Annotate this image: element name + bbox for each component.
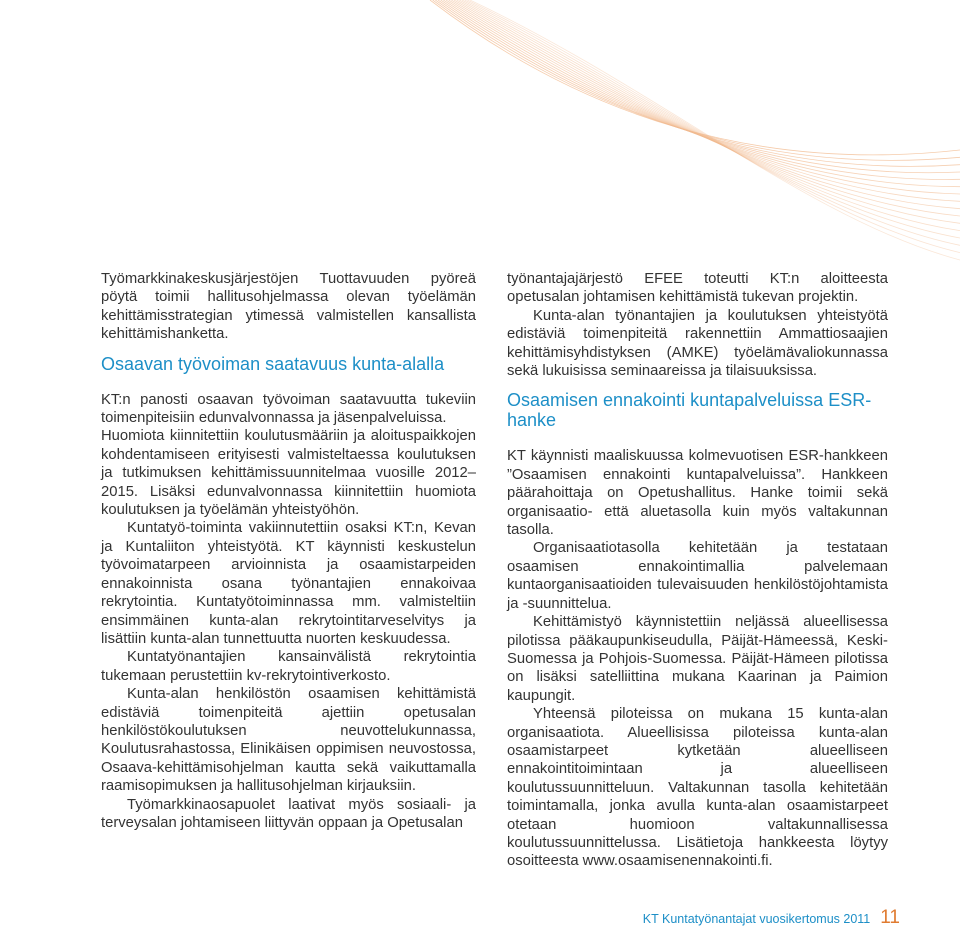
body-paragraph: Työmarkkinaosapuolet laativat myös sosiaali- ja terveysalan johtamiseen liittyvän oppaan ja Opetusalan xyxy=(101,796,476,831)
swoosh-line xyxy=(470,0,960,260)
body-paragraph: Kehittämistyö käynnistettiin neljässä alueellisessa pilotissa pääkaupunkiseudulla, Päijät-Hämeessä, Keski-Suomessa ja Pohjois-Suomessa. Päijät-Hämeen pilotissa on lisäksi satelliittina mukana Kaarinan ja Paimion kaupungit. xyxy=(507,614,888,704)
page-footer xyxy=(600,907,900,929)
right-column xyxy=(507,270,888,871)
orange-swoosh-lines-icon xyxy=(420,0,960,265)
page-number: 11 xyxy=(880,907,900,928)
section-heading-osaavan-tyovoiman: Osaavan työvoiman saatavuus kunta-alalla xyxy=(101,353,445,374)
swoosh-line xyxy=(435,0,960,166)
swoosh-line xyxy=(443,0,960,187)
section-heading-osaamisen-ennakointi: Osaamisen ennakointi kuntapalveluissa ESR-hanke xyxy=(507,390,872,431)
body-paragraph: Organisaatiotasolla kehitetään ja testataan osaamisen ennakointimallia palvelemaan kuntaorganisaatioiden tulevaisuuden henkilöstöjohtamista ja -suunnittelua. xyxy=(507,540,888,612)
body-paragraph: Kunta-alan työnantajien ja koulutuksen yhteistyötä edistäviä toimenpiteitä rakennettiin Ammattiosaajien kehittämisyhdistyksen (AMKE) työelämävaliokunnassa sekä lukuisissa seminaareissa ja tilaisuuksissa. xyxy=(507,307,888,380)
swoosh-line xyxy=(438,0,960,173)
swoosh-line xyxy=(441,0,960,180)
left-intro-paragraph: Työmarkkinakeskusjärjestöjen Tuottavuuden pyöreä pöytä toimii hallitusohjelmassa olevan työelämän kehittämisstrategian ytimessä valmistellen kansallista kehittämishanketta. xyxy=(101,271,476,343)
body-paragraph: Huomiota kiinnitettiin koulutusmääriin ja aloituspaikkojen kohdentamiseen erityisesti valmisteltaessa koulutuksen ja tutkimuksen kehittämissuunnitelmaa vuosille 2012–2015. Lisäksi edunvalvonnassa kiinnitettiin huomiota koulutuksen ja työelämän yhteistyöhön. xyxy=(101,428,476,519)
body-paragraph: Kuntatyö-toiminta vakiinnutettiin osaksi KT:n, Kevan ja Kuntaliiton yhteistyötä. KT käynnisti keskustelun työvoimatarpeen arvioinnista ja osaamistarpeiden ennakoinnista osana työnantajien ennakoivaa rekrytointia. Kuntatyötoiminnassa mm. valmisteltiin ensimmäinen kunta-alan rekrytointitarveselvitys ja lisättiin kunta-alan tunnettuutta nuorten keskuudessa. xyxy=(101,520,476,647)
body-paragraph: Yhteensä piloteissa on mukana 15 kunta-alan organisaatiota. Alueellisissa piloteissa kunta-alan osaamistarpeet kytketään alueelliseen ennakointitoimintaan ja alueelliseen koulutussuunnitteluun. Valtakunnan tasolla kehitetään toimintamalla, jonka avulla kunta-alan osaamistarpeet otetaan huomioon valtakunnallisessa koulutussuunnittelussa. Lisätietoja hankkeesta löytyy osoitteesta www.osaamisenennakointi.fi. xyxy=(507,706,888,870)
body-paragraph: Kuntatyönantajien kansainvälistä rekrytointia tukemaan perustettiin kv-rekrytointiverkosto. xyxy=(101,649,476,684)
right-continued-paragraph: työnantajajärjestö EFEE toteutti KT:n aloitteesta opetusalan johtamisen kehittämistä tukevan projektin. xyxy=(507,271,888,306)
body-paragraph: KT:n panosti osaavan työvoiman saatavuutta tukeviin toimenpiteisiin edunvalvonnassa ja jäsenpalveluissa. xyxy=(101,391,476,427)
left-column xyxy=(101,270,476,832)
swoosh-line xyxy=(467,0,960,253)
swoosh-line xyxy=(433,0,960,160)
body-paragraph: Kunta-alan henkilöstön osaamisen kehittämistä edistäviä toimenpiteitä ajettiin opetusalan henkilöstökoulutuksen neuvottelukunnassa, Koulutusrahastossa, Elinikäisen oppimisen neuvostossa, Osaava-kehittämisohjelman kautta sekä vaikuttamalla raamisopimuksen ja hallitusohjelman kirjauksiin. xyxy=(101,686,476,795)
body-paragraph: KT käynnisti maaliskuussa kolmevuotisen ESR-hankkeen ”Osaamisen ennakointi kuntapalveluissa”. Hankkeen päärahoittaja on Opetushallitus. Hanke toimii sekä organisaatio- että aluetasolla kuin myös valtakunnan tasolla. xyxy=(507,448,888,539)
publication-title: KT Kuntatyönantajat vuosikertomus 2011 xyxy=(642,912,871,926)
